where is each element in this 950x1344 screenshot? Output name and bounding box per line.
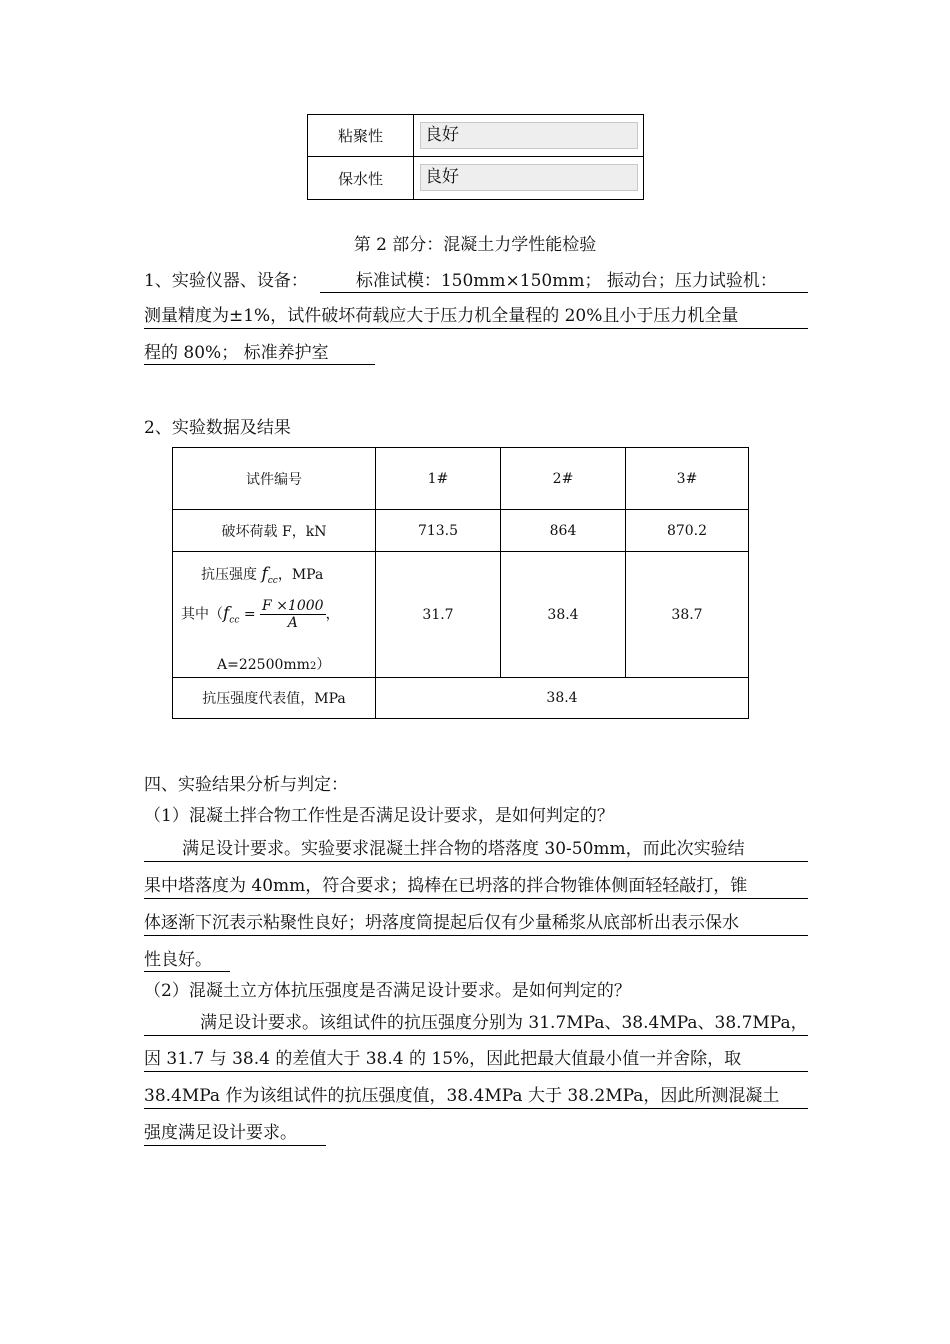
representative-label: 抗压强度代表值，MPa	[202, 691, 346, 707]
cohesion-label: 粘聚性	[308, 115, 414, 156]
load-value-3: 870.2	[666, 522, 708, 539]
data-heading: 2、实验数据及结果	[144, 418, 291, 438]
answer-1-line: 果中塔落度为 40mm，符合要求；捣棒在已坍落的拌合物锥体侧面轻轻敲打，锥	[144, 876, 748, 896]
formula-line: 其中（$f_{cc}$ = $\frac{F \times 1000}{A}$ ，	[181, 598, 340, 631]
analysis-heading: 四、实验结果分析与判定：	[144, 775, 348, 795]
equipment-line2: 测量精度为±1%，试件破坏荷载应大于压力机全量程的 20%且小于压力机全量	[144, 306, 739, 326]
water-retention-value-field[interactable]: 良好	[420, 164, 638, 191]
load-label: 破坏荷载 F，kN	[221, 523, 327, 540]
underline	[144, 364, 375, 365]
answer-1-line: 满足设计要求。实验要求混凝土拌合物的塔落度 30-50mm，而此次实验结	[182, 839, 745, 859]
underline	[144, 1035, 808, 1036]
question-2: （2）混凝土立方体抗压强度是否满足设计要求。是如何判定的？	[144, 981, 631, 1001]
workability-table	[307, 114, 644, 200]
underline	[320, 292, 808, 293]
underline	[144, 1071, 808, 1072]
answer-2-line: 强度满足设计要求。	[144, 1123, 297, 1143]
header-specimen-no: 试件编号	[246, 471, 302, 488]
strength-value-1: 31.7	[422, 606, 454, 623]
section2-title: 第 2 部分：混凝土力学性能检验	[353, 235, 597, 255]
underline	[144, 971, 230, 972]
answer-2-line: 38.4MPa 作为该组试件的抗压强度值，38.4MPa 大于 38.2MPa，因此所测混凝土	[144, 1086, 780, 1106]
area-line: A=22500mm2）	[217, 657, 331, 673]
underline	[144, 328, 808, 329]
question-1: （1）混凝土拌合物工作性是否满足设计要求，是如何判定的？	[144, 806, 614, 826]
underline	[144, 861, 808, 862]
strength-data-table	[172, 447, 749, 719]
strength-formula: $\frac{F \times 1000}{A}$	[262, 598, 324, 631]
answer-1-line: 性良好。	[144, 950, 212, 970]
strength-value-2: 38.4	[547, 606, 579, 623]
water-retention-row	[308, 157, 643, 199]
underline	[144, 1108, 808, 1109]
answer-1-line: 体逐渐下沉表示粘聚性良好；坍落度筒提起后仅有少量稀浆从底部析出表示保水	[144, 913, 739, 933]
representative-value: 38.4	[546, 690, 578, 706]
answer-2-line: 因 31.7 与 38.4 的差值大于 38.4 的 15%，因此把最大值最小值一并舍除，取	[144, 1049, 742, 1069]
load-value-1: 713.5	[417, 522, 459, 539]
equipment-label: 1、实验仪器、设备： 标准试模：150mm×150mm； 振动台；压力试验机：	[144, 271, 777, 291]
equipment-line1: 标准试模：150mm×150mm； 振动台；压力试验机：	[355, 271, 777, 291]
answer-2-line: 满足设计要求。该组试件的抗压强度分别为 31.7MPa、38.4MPa、38.7MPa，	[200, 1013, 808, 1033]
strength-label-line: 抗压强度 $f_{cc}$，MPa	[201, 564, 324, 586]
underline	[144, 935, 808, 936]
underline	[144, 1145, 326, 1146]
underline	[144, 898, 808, 899]
equipment-line3: 程的 80%； 标准养护室	[144, 343, 329, 363]
strength-value-3: 38.7	[671, 606, 703, 623]
strength-label-cell	[173, 552, 375, 677]
load-value-2: 864	[549, 522, 577, 539]
cohesion-value-field[interactable]: 良好	[420, 122, 638, 149]
header-specimen-3: 3#	[676, 470, 698, 487]
cohesion-row	[308, 115, 643, 157]
header-specimen-2: 2#	[552, 470, 574, 487]
header-specimen-1: 1#	[427, 470, 449, 487]
water-retention-label: 保水性	[308, 157, 414, 199]
